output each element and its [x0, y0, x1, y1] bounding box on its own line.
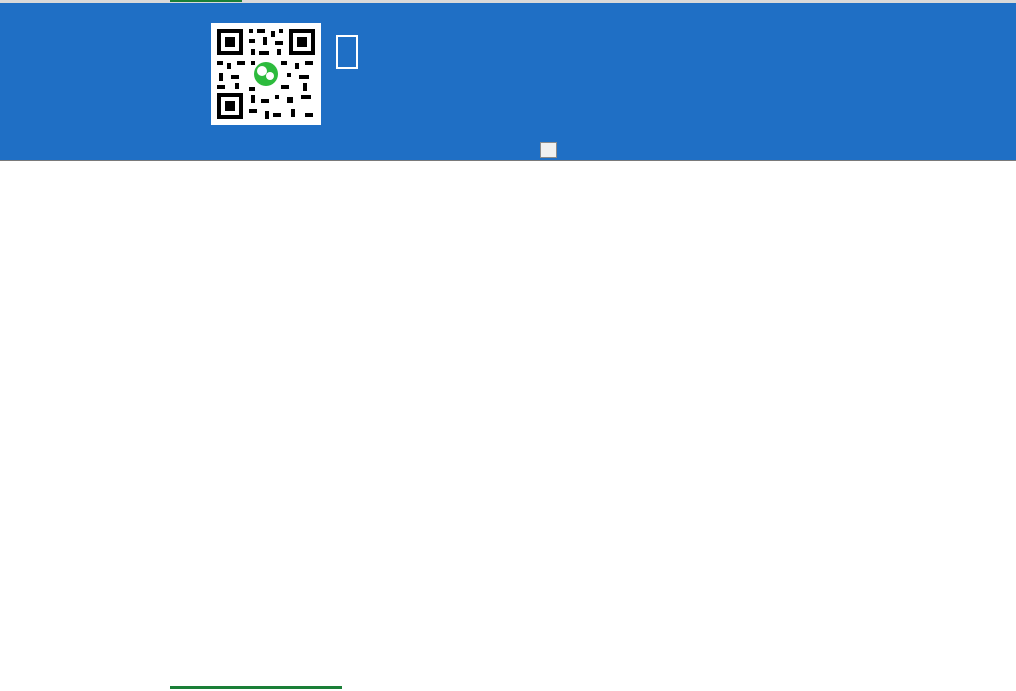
- selected-cell-marker-bottom: [170, 686, 342, 689]
- brand-block: [336, 33, 438, 79]
- grid-top-edge: [0, 0, 1016, 3]
- brand-logo-icon: [336, 35, 358, 69]
- selected-cell-marker: [170, 0, 242, 2]
- wechat-qr-code: [211, 23, 321, 125]
- filter-dropdown-icon[interactable]: [540, 142, 557, 158]
- header-banner: [0, 0, 1016, 161]
- qr-code-icon: [211, 23, 321, 125]
